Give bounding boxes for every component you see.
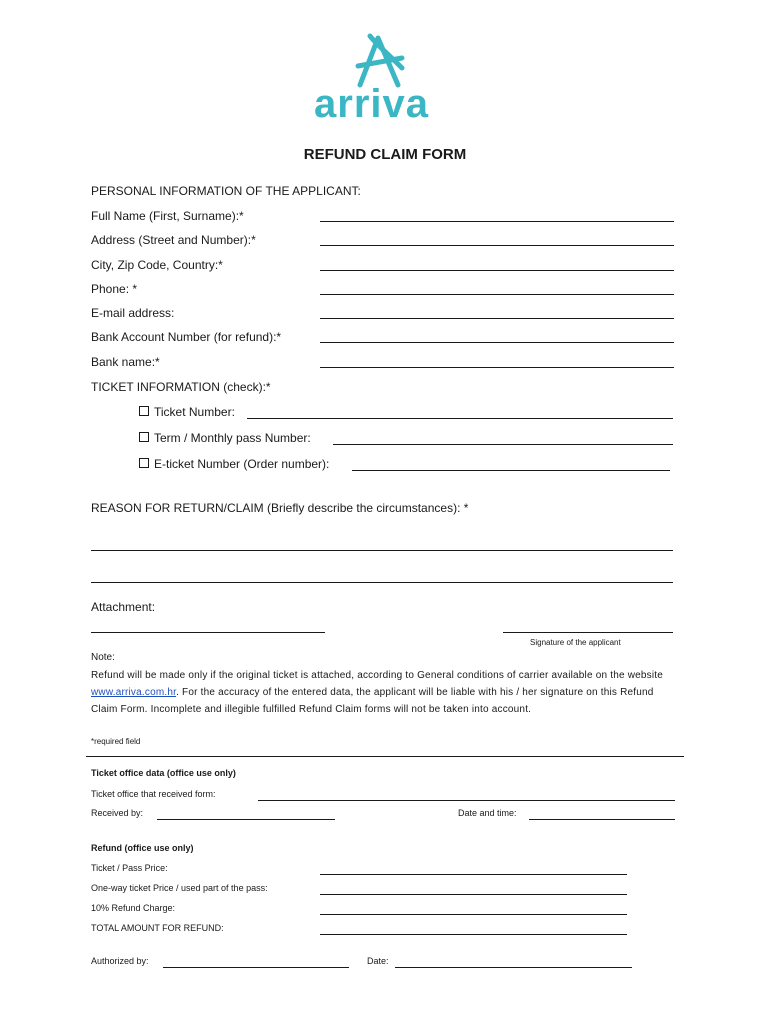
checkbox-icon[interactable]: [139, 406, 149, 416]
refund-price-label: Ticket / Pass Price:: [91, 863, 168, 873]
field-email-line[interactable]: [320, 318, 674, 319]
reason-label: REASON FOR RETURN/CLAIM (Briefly describe the circumstances): *: [91, 501, 469, 515]
refund-total-line[interactable]: [320, 934, 627, 935]
date-time-label: Date and time:: [458, 808, 517, 818]
checkbox-icon[interactable]: [139, 432, 149, 442]
eticket-number-line[interactable]: [352, 470, 670, 471]
refund-charge-line[interactable]: [320, 914, 627, 915]
field-bank-name-label: Bank name:*: [91, 355, 160, 369]
field-full-name-label: Full Name (First, Surname):*: [91, 209, 244, 223]
signature-line[interactable]: [503, 632, 673, 633]
attachment-label: Attachment:: [91, 600, 156, 614]
field-bank-account-label: Bank Account Number (for refund):*: [91, 330, 282, 344]
refund-charge-label: 10% Refund Charge:: [91, 903, 176, 913]
checkbox-icon[interactable]: [139, 458, 149, 468]
field-city-label: City, Zip Code, Country:*: [91, 258, 223, 272]
website-link[interactable]: www.arriva.com.hr: [91, 687, 177, 698]
field-address-label: Address (Street and Number):*: [91, 233, 256, 247]
reason-line-2[interactable]: [91, 582, 673, 583]
authorized-by-label: Authorized by:: [91, 956, 149, 966]
field-bank-account-line[interactable]: [320, 342, 674, 343]
logo-mark-icon: [352, 30, 408, 90]
personal-heading: PERSONAL INFORMATION OF THE APPLICANT:: [91, 184, 361, 198]
required-field-note: *required field: [91, 737, 141, 746]
refund-date-line[interactable]: [395, 967, 632, 968]
note-text: Refund will be made only if the original ticket is attached, according to General conditions of carrier available on the website www.arriva.com.hr. For the accuracy of the entered data, the applicant will be liable with his / her signature on this Refund Claim Form. Incomplete and illegible fulfilled Refund Claim forms will not be taken into account.: [91, 670, 664, 715]
field-city-line[interactable]: [320, 270, 674, 271]
refund-total-label: TOTAL AMOUNT FOR REFUND:: [91, 923, 224, 933]
office-heading: Ticket office data (office use only): [91, 768, 236, 778]
refund-heading: Refund (office use only): [91, 843, 194, 853]
pass-number-line[interactable]: [333, 444, 673, 445]
refund-price-line[interactable]: [320, 874, 627, 875]
received-by-line[interactable]: [157, 819, 335, 820]
ticket-number-line[interactable]: [247, 418, 673, 419]
field-address-line[interactable]: [320, 245, 674, 246]
reason-line-1[interactable]: [91, 550, 673, 551]
page-title: REFUND CLAIM FORM: [303, 146, 467, 163]
attachment-line[interactable]: [91, 632, 325, 633]
office-received-label: Ticket office that received form:: [91, 789, 216, 799]
ticket-option-eticket[interactable]: E-ticket Number (Order number):: [139, 457, 329, 471]
logo-wordmark: arriva: [314, 82, 429, 126]
authorized-by-line[interactable]: [163, 967, 349, 968]
field-email-label: E-mail address:: [91, 306, 175, 320]
refund-date-label: Date:: [367, 956, 389, 966]
ticket-option-number[interactable]: Ticket Number:: [139, 405, 235, 419]
refund-oneway-label: One-way ticket Price / used part of the pass:: [91, 883, 268, 893]
field-phone-label: Phone: *: [91, 282, 138, 296]
received-by-label: Received by:: [91, 808, 144, 818]
refund-oneway-line[interactable]: [320, 894, 627, 895]
section-divider: [86, 756, 684, 757]
ticket-heading: TICKET INFORMATION (check):*: [91, 380, 271, 394]
note-title: Note:: [91, 652, 115, 663]
field-full-name-line[interactable]: [320, 221, 674, 222]
date-time-line[interactable]: [529, 819, 675, 820]
ticket-option-pass[interactable]: Term / Monthly pass Number:: [139, 431, 311, 445]
signature-caption: Signature of the applicant: [530, 638, 621, 647]
field-phone-line[interactable]: [320, 294, 674, 295]
field-bank-name-line[interactable]: [320, 367, 674, 368]
office-received-line[interactable]: [258, 800, 675, 801]
